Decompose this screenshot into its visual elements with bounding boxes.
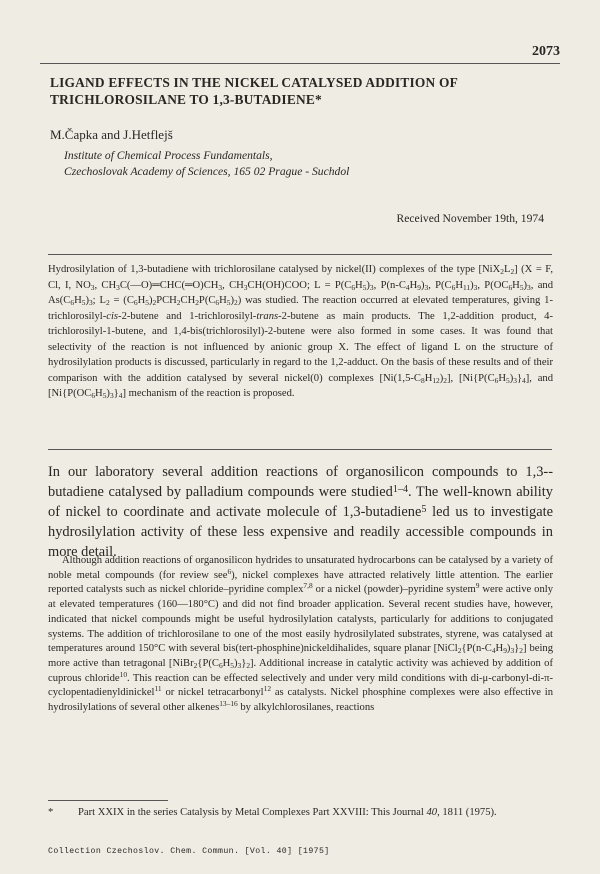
article-title: LIGAND EFFECTS IN THE NICKEL CATALYSED ADDITION OF TRICHLOROSILANE TO 1,3-BUTADIENE* — [50, 75, 458, 107]
abstract — [48, 262, 553, 402]
footnote-rule — [48, 800, 168, 801]
abstract-top-rule — [48, 254, 552, 255]
affiliation-line-1: Institute of Chemical Process Fundamentals, — [64, 149, 273, 162]
received-date: Received November 19th, 1974 — [396, 212, 544, 225]
footnote: * Part XXIX in the series Catalysis by Metal Complexes Part XXVIII: This Journal 40, 1811 (1975). — [48, 806, 553, 821]
page-number: 2073 — [532, 44, 560, 59]
abstract-bottom-rule — [48, 449, 552, 450]
header-rule — [40, 63, 560, 64]
introduction — [48, 462, 553, 562]
authors: M.Čapka and J.Hetflejš — [50, 127, 173, 142]
abstract-text: Hydrosilylation of 1,3-butadiene with trichlorosilane catalysed by nickel(II) complexes of the type $[NiX_2L_2] (X = F$, Cl, I, $NO_3$, $CH_3C(—O)═CHC(═O)CH_3$, $CH_3CH(OH)COO$; $L = P(C_6H_5)_3$, $P(n-C_4H_9)_3$, $P(C_6H_{11})_3$, $P(OC_6H_5)_3$, and $As(C_6H_5)_3$; $L_2 = (C_6H_5)_2PCH_2CH_2P(C_6H_5)_2$) was studied. The reaction occurred at elevated temperatures, giving 1-trichlorosilyl-cis-2-butene and 1-trichlorosilyl-trans-2-butene as main products. The 1,2-addition product, 4-trichlorosilyl-1-butene, and 1,4-bis(trichlorosilyl)-2-butene were also formed in some cases. It was found that selectivity of the reaction is not influenced by anionic group X. The effect of ligand L on the structure of hydrosilylation products is discussed, particularly in regard to the 1,2-adduct. On the basis of these results and of their comparison with the addition catalysed by several nickel(0) complexes $[Ni(1,5-C_8H_{12})_2]$, $[Ni\{P(C_6H_5)_3\}_4]$, and $[Ni\{P(OC_6H_5)_3\}_4]$ mechanism of the reaction is proposed. — [48, 264, 554, 400]
affiliation — [64, 148, 349, 180]
footnote-mark: * — [48, 807, 54, 818]
introduction-text: In our laboratory several addition reactions of organosilicon compounds to 1,3--butadiene catalysed by palladium compounds were studied$^{1-4}$. The well-known ability of nickel to coordinate and activate molecule of 1,3-butadiene$^5$ led us to investigate hydrosilylation activity of these less expensive and readily accessible compounds in more detail. — [48, 464, 553, 560]
journal-footer: Collection Czechoslov. Chem. Commun. [Vol. 40] [1975] — [48, 847, 330, 856]
body-paragraph: Although addition reactions of organosilicon hydrides to unsaturated hydrocarbons can be catalysed by a variety of noble metal compounds (for review see$^6$), nickel complexes have attracted relatively little attention. The earlier reported catalysts such as nickel chloride–pyridine complex$^{7,8}$ or a nickel (powder)–pyridine system$^9$ were active only at elevated temperatures (160—180°C) and did not find broader application. Several recent studies have, however, indicated that nickel compounds might be useful hydrosilylation catalysts, particularly for additions to conjugated systems. The addition of trichlorosilane to one of the most easily hydrosilylated substrates, styrene, was catalysed at temperatures around 150°C with several bis(tert-phosphine)nickeldihalides, square planar $[NiCl_2\{P(n-C_4H_9)_3\}_2]$ being more active than tetragonal $[NiBr_2\{P(C_6H_5)_3\}_2]$. Additional increase in catalytic activity was achieved by addition of cuprous chloride$^{10}$. This reaction can be effected selectively and under very mild conditions with di-μ-carbonyl-di-π-cyclopentadienyldinickel$^{11}$ or nickel tetracarbonyl$^{12}$ as catalysts. Nickel phosphine complexes were also effective in hydrosilylations of several other alkenes$^{13-16}$ by alkylchlorosilanes, reactions — [48, 555, 554, 714]
affiliation-line-2: Czechoslovak Academy of Sciences, 165 02 Prague - Suchdol — [64, 165, 350, 178]
body-text — [48, 554, 553, 716]
